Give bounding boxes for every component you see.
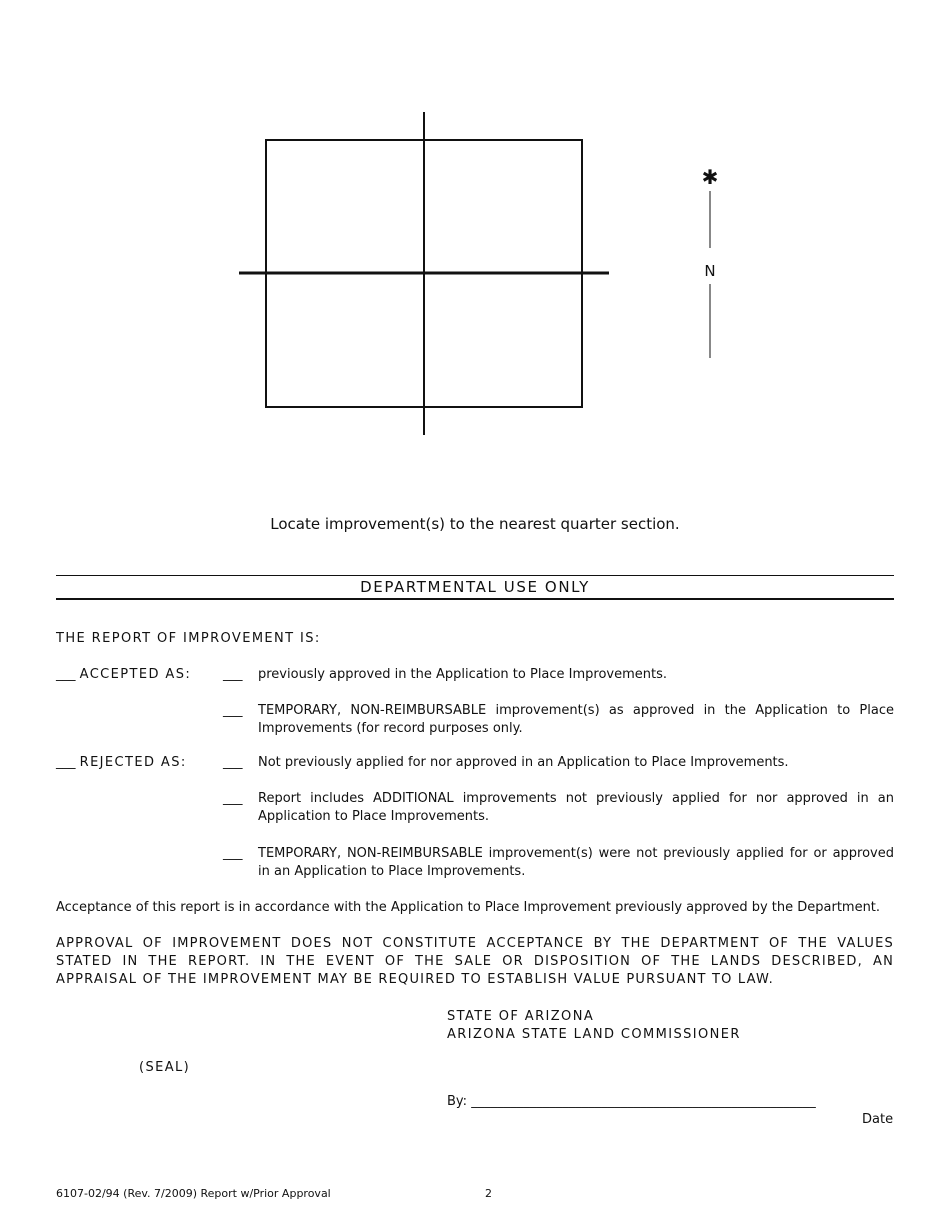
signature-authority bbox=[447, 1008, 741, 1044]
seal-label: (SEAL) bbox=[139, 1060, 191, 1075]
section-rule-top bbox=[56, 575, 894, 576]
option-blank[interactable]: ___ bbox=[223, 703, 243, 718]
option-blank[interactable]: ___ bbox=[223, 755, 243, 770]
signature-line[interactable]: _____________________________________________________ bbox=[471, 1094, 816, 1109]
departmental-title: DEPARTMENTAL USE ONLY bbox=[360, 578, 590, 596]
option-blank[interactable]: ___ bbox=[223, 846, 243, 861]
rejected-row bbox=[56, 754, 187, 772]
acceptance-statement: Acceptance of this report is in accordance with the Application to Place Improvement previously approved by the Department. bbox=[56, 900, 881, 915]
rejected-label: REJECTED AS: bbox=[79, 755, 187, 770]
option-blank[interactable]: ___ bbox=[223, 791, 243, 806]
rejected-option-not-applied: Not previously applied for nor approved in an Application to Place Improvements. bbox=[258, 755, 789, 770]
date-label: Date bbox=[862, 1112, 894, 1127]
report-heading: THE REPORT OF IMPROVEMENT IS: bbox=[56, 631, 321, 646]
approval-notice: APPROVAL OF IMPROVEMENT DOES NOT CONSTITUTE ACCEPTANCE BY THE DEPARTMENT OF THE VALUES STATED IN THE REPORT. IN THE EVENT OF THE SALE OR DISPOSITION OF THE LANDS DESCRIBED, AN APPRAISAL OF THE IMPROVEMENT MAY BE REQUIRED TO ESTABLISH VALUE PURSUANT TO LAW. bbox=[56, 936, 894, 987]
by-label: By: bbox=[447, 1094, 468, 1109]
state-line: STATE OF ARIZONA bbox=[447, 1009, 595, 1024]
quarter-section-diagram bbox=[0, 0, 950, 480]
signature-field[interactable] bbox=[447, 1093, 816, 1111]
rejected-option-additional: Report includes ADDITIONAL improvements not previously applied for nor approved in an Application to Place Improvements. bbox=[258, 791, 894, 824]
form-identifier: 6107-02/94 (Rev. 7/2009) Report w/Prior Approval bbox=[56, 1187, 331, 1200]
accepted-blank[interactable]: ___ bbox=[56, 667, 76, 682]
accepted-option-temporary: TEMPORARY, NON-REIMBURSABLE improvement(s) as approved in the Application to Place Improvements (for record purposes only. bbox=[258, 703, 894, 736]
page-number: 2 bbox=[485, 1187, 492, 1200]
accepted-option-previously-approved: previously approved in the Application to Place Improvements. bbox=[258, 667, 668, 682]
north-label: N bbox=[704, 262, 716, 280]
north-star-icon: ✱ bbox=[701, 165, 719, 189]
diagram-caption: Locate improvement(s) to the nearest quarter section. bbox=[270, 515, 680, 533]
accepted-row bbox=[56, 666, 191, 684]
rejected-blank[interactable]: ___ bbox=[56, 755, 76, 770]
accepted-label: ACCEPTED AS: bbox=[79, 667, 192, 682]
option-blank[interactable]: ___ bbox=[223, 667, 243, 682]
rejected-option-temporary: TEMPORARY, NON-REIMBURSABLE improvement(s) were not previously applied for or approved in an Application to Place Improvements. bbox=[258, 846, 894, 879]
section-rule-bottom bbox=[56, 598, 894, 600]
commissioner-line: ARIZONA STATE LAND COMMISSIONER bbox=[447, 1027, 741, 1042]
